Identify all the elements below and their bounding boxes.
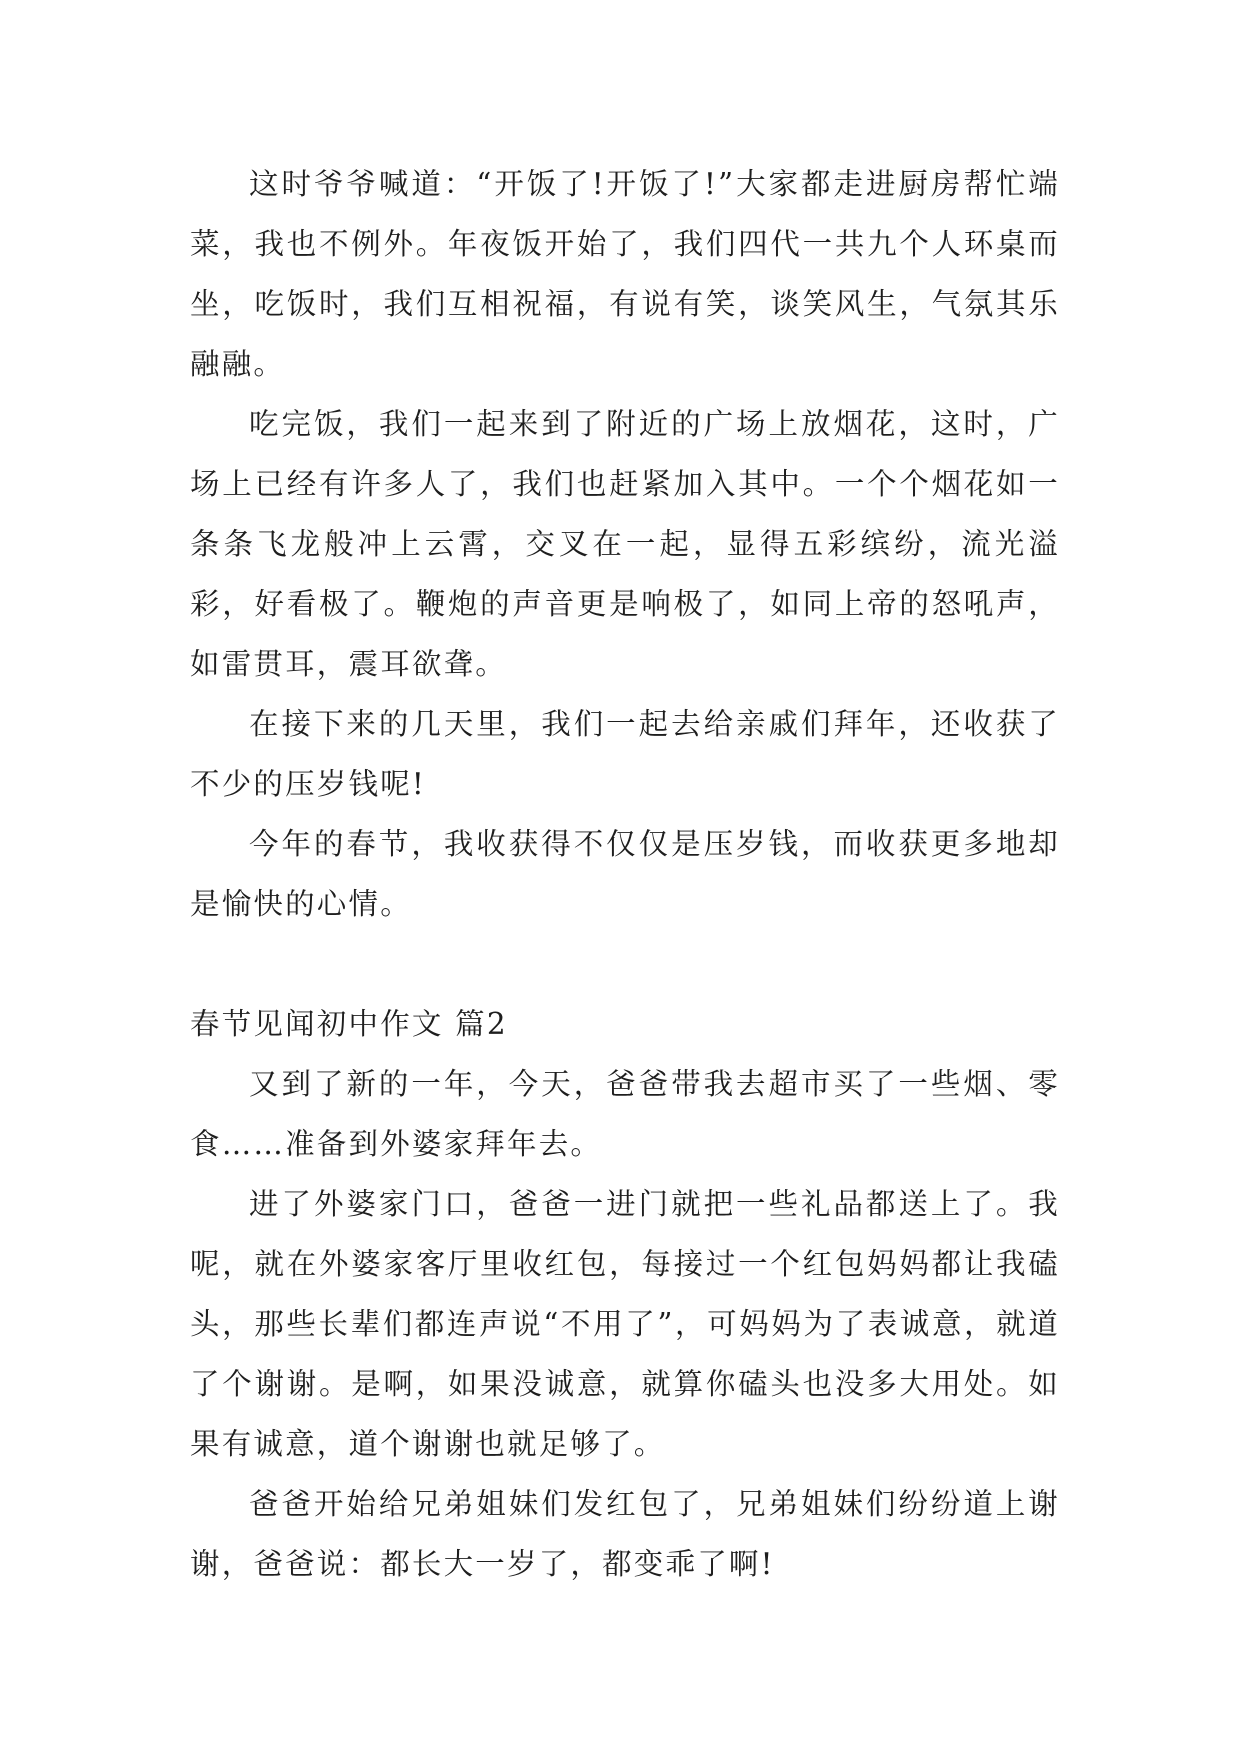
- paragraph: 这时爷爷喊道：“开饭了!开饭了!”大家都走进厨房帮忙端菜，我也不例外。年夜饭开始了，我们四代一共九个人环桌而坐，吃饭时，我们互相祝福，有说有笑，谈笑风生，气氛其乐融融。: [190, 167, 1060, 381]
- paragraph: 进了外婆家门口，爸爸一进门就把一些礼品都送上了。我呢，就在外婆家客厅里收红包，每接过一个红包妈妈都让我磕头，那些长辈们都连声说“不用了”，可妈妈为了表诚意，就道了个谢谢。是啊，如果没诚意，就算你磕头也没多大用处。如果有诚意，道个谢谢也就足够了。: [190, 1187, 1060, 1461]
- paragraph: 吃完饭，我们一起来到了附近的广场上放烟花，这时，广场上已经有许多人了，我们也赶紧加入其中。一个个烟花如一条条飞龙般冲上云霄，交叉在一起，显得五彩缤纷，流光溢彩，好看极了。鞭炮的声音更是响极了，如同上帝的怒吼声，如雷贯耳，震耳欲聋。: [190, 407, 1060, 681]
- paragraph: 在接下来的几天里，我们一起去给亲戚们拜年，还收获了不少的压岁钱呢!: [190, 707, 1060, 801]
- section-title: 春节见闻初中作文 篇2: [190, 1007, 508, 1041]
- paragraph: 爸爸开始给兄弟姐妹们发红包了，兄弟姐妹们纷纷道上谢谢，爸爸说：都长大一岁了，都变乖了啊!: [190, 1487, 1060, 1581]
- document-body: [190, 154, 1060, 1594]
- paragraph: 今年的春节，我收获得不仅仅是压岁钱，而收获更多地却是愉快的心情。: [190, 827, 1060, 921]
- paragraph: 又到了新的一年，今天，爸爸带我去超市买了一些烟、零食……准备到外婆家拜年去。: [190, 1067, 1060, 1161]
